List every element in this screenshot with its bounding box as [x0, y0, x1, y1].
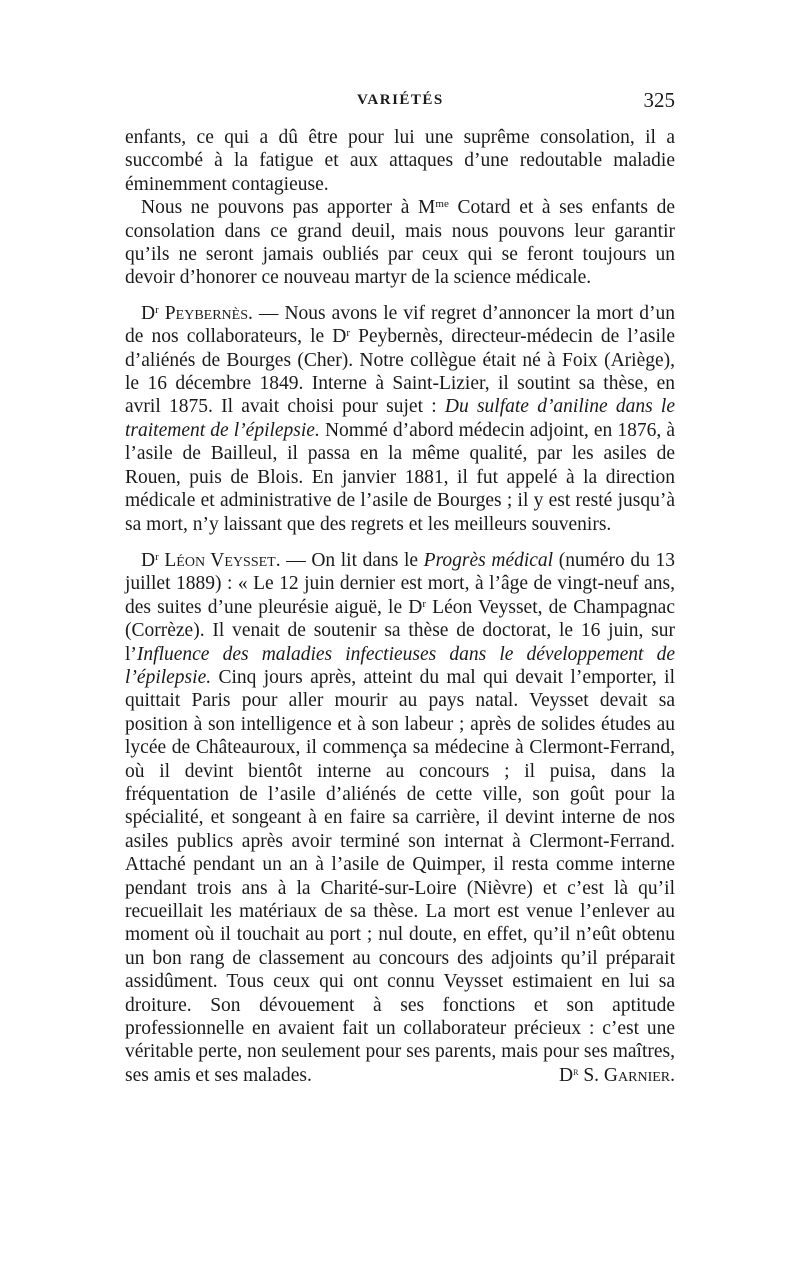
paragraph-text: Nommé d’abord médecin adjoint, en 1876, à l’asile de Bailleul, il passa en la même qualité, par les asiles de Rouen, puis de Blois. En janvier 1881, il fut appelé à la direction médicale et administrative de l’asile de Bourges ; il y est resté jusqu’à sa mort, n’y laissant que des regrets et les meilleurs souvenirs. [125, 419, 675, 535]
superscript: me [435, 198, 449, 211]
article-title-peybernes [141, 303, 253, 324]
paragraph-text: — On lit dans le [280, 549, 424, 571]
paragraph-text: Cinq jours après, atteint du mal qui devait l’emporter, il quittait Paris pour aller mourir au pays natal. Veysset devait sa position à son intelligence et à son labeur ; après de solides études au lycée de Châteauroux, il commença sa médecine à Clermont-Ferrand, où il devint bientôt interne au concours ; il puisa, dans la fréquentation de l’asile d’aliénés de cette ville, son goût pour la spécialité, et songeant à en faire sa carrière, il devint interne de nos asiles publics après avoir terminé son internat à Clermont-Ferrand. Attaché pendant un an à l’asile de Quimper, il resta comme interne pendant trois ans à la Charité-sur-Loire (Nièvre) et c’est là qu’il recueillait les matériaux de sa thèse. La mort est venue l’enlever au moment où il touchait au port ; nul doute, en effet, qu’il n’eût obtenu un bon rang de classement au concours des adjoints qu’il préparait assidûment. Tous ceux qui ont connu Veysset estimaient en lui sa droiture. Son dévouement à ses fonctions et son aptitude professionnelle en avaient fait un collaborateur précieux : c’est une véritable perte, non seulement pour ses parents, mais pour ses maîtres, ses amis et ses malades. [125, 666, 675, 1086]
paragraph-text: — Nous avons le vif regret d’annoncer la mort d’un de nos collaborateurs, le D [125, 302, 675, 348]
superscript: r [422, 597, 427, 610]
journal-title: Progrès médical [423, 549, 554, 571]
page-number: 325 [643, 88, 675, 112]
superscript: r [346, 327, 351, 340]
paragraph-text: enfants, ce qui a dû être pour lui une suprême consolation, il a succombé à la fatigue et aux attaques d’une redoutable maladie éminemment contagieuse. [125, 127, 675, 195]
superscript: r [155, 303, 159, 316]
title-name: Léon Veysset. [158, 549, 281, 571]
signature-prefix: D [559, 1064, 574, 1086]
article-cotard-ending [125, 126, 675, 196]
signature-name: S. Garnier. [578, 1064, 675, 1086]
paragraph-text: Peybernès, directeur-médecin de l’asile d’aliénés de Bourges (Cher). Notre collègue était né à Foix (Ariège), le 16 décembre 1849. Interne à Saint-Lizier, il soutint sa thèse, en avril 1875. Il avait choisi pour sujet : [125, 326, 675, 418]
paragraph-text: (numéro du 13 juillet 1889) : « Le 12 juin dernier est mort, à l’âge de vingt-neuf ans, des suites d’une pleurésie aiguë, le D [125, 549, 675, 618]
thesis-title: Influence des maladies infectieuses dans le développement de l’épilepsie. [125, 643, 675, 688]
running-title: VARIÉTÉS [357, 92, 444, 108]
article-title-veysset [141, 550, 281, 571]
title-prefix: D [141, 302, 156, 324]
paragraph-text: Nous ne pouvons pas apporter à M [141, 197, 436, 219]
title-name: Peybernès. [158, 302, 253, 324]
superscript: r [573, 1065, 579, 1078]
paragraph-text: Léon Veysset, de Champagnac (Corrèze). Il venait de soutenir sa thèse de doctorat, le 16 juin, sur l’ [125, 596, 675, 665]
paragraph-text: Cotard et à ses enfants de consolation dans ce grand deuil, mais nous pouvons leur garantir qu’ils ne seront jamais oubliés par ceux qui se feront toujours un devoir d’honorer ce nouveau martyr de la science médicale. [125, 197, 675, 289]
article-veysset [125, 549, 675, 1087]
article-cotard-condolence [125, 196, 675, 290]
superscript: r [155, 550, 159, 563]
thesis-title: Du sulfate d’aniline dans le traitement de l’épilepsie. [125, 396, 675, 441]
author-signature [543, 1064, 675, 1087]
page-body [125, 126, 675, 1087]
article-peybernes [125, 302, 675, 536]
page-header [125, 88, 675, 118]
title-prefix: D [141, 549, 156, 571]
